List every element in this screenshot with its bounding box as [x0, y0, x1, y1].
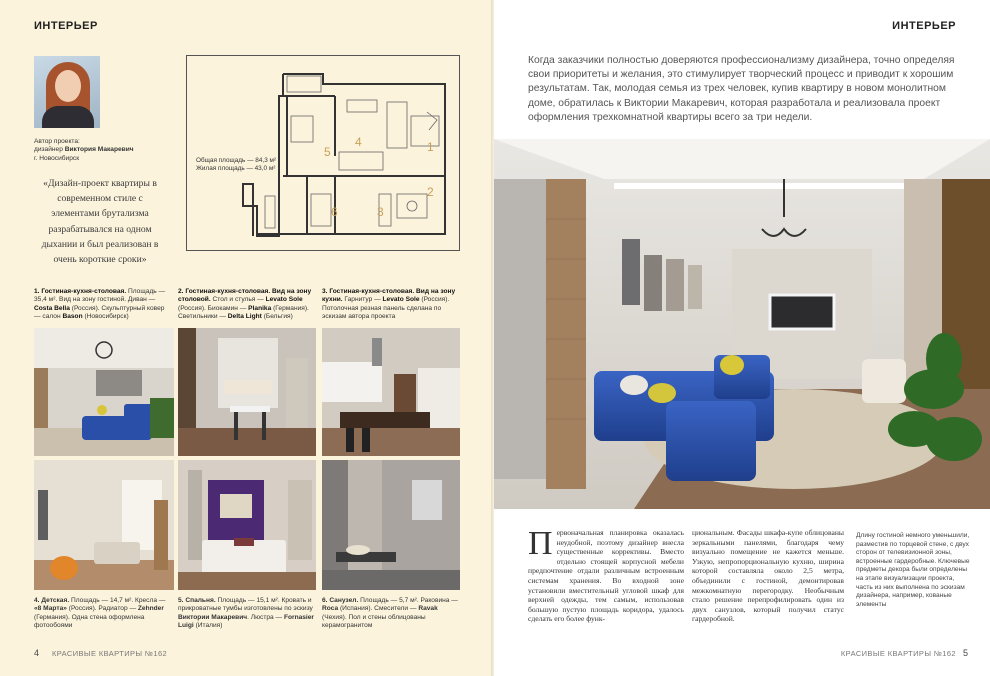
page-number: 4 — [34, 648, 40, 658]
photo-kitchen — [322, 328, 460, 456]
section-title: ИНТЕРЬЕР — [892, 20, 956, 32]
caption-1: 1. Гостиная-кухня-столовая. Площадь — 35,4 м². Вид на зону гостиной. Диван — Costa Bella (Россия). Скульптурный ковер — салон Bason (Новосибирск) — [34, 288, 166, 321]
living-area: Жилая площадь — 43,0 м² — [196, 165, 276, 172]
right-page — [494, 0, 990, 676]
room-number-4: 4 — [355, 135, 362, 149]
body-column-2: циональным. Фасады шкафа-купе облицованы зеркальными панелями, благодаря чему визуально помещение не кажется меньше. Узкую, непропорциональную кухню, ширина которой составляла около 2,5 метра, объединили с гостиной, демонтировав межкомнатную перегородку. Необычным стало решение перепрофилировать один из двух санузлов, который получил статус гардеробной. — [692, 528, 844, 624]
hero-photo-living-room — [494, 139, 990, 509]
side-note: Длину гостиной немного уменьшили, разместив по торцевой стене, с двух сторон от телевизионной зоны, встроенные гардеробные. Ключевые предметы декора были определены на этапе визуализации проекта, часть из них выполнена по эскизам дизайнера, например, кованые элементы — [856, 532, 970, 608]
designer-quote: «Дизайн-проект квартиры в современном стиле с элементами брутализма разрабатывался на одном дыхании и был реализован в очень короткие сроки» — [41, 178, 159, 266]
floor-plan — [186, 55, 460, 251]
floor-plan-drawing — [187, 56, 461, 252]
caption-2: 2. Гостиная-кухня-столовая. Вид на зону столовой. Стол и стулья — Levato Sole (Россия). Биокамин — Planika (Германия). Светильники — Delta Light (Бельгия) — [178, 288, 312, 321]
page-number: 5 — [962, 648, 968, 658]
plan-area-info — [196, 157, 276, 173]
author-city: г. Новосибирск — [34, 154, 80, 162]
caption-5: 5. Спальня. Площадь — 15,1 м². Кровать и прикроватные тумбы изготовлены по эскизу Виктории Макаревич. Люстра — Fornasier Luigi (Италия) — [178, 597, 315, 630]
photo-bedroom — [178, 460, 316, 590]
caption-4: 4. Детская. Площадь — 14,7 м². Кресла — «8 Марта» (Россия). Радиатор — Zehnder (Германия). Одна стена оформлена фотообоями — [34, 597, 166, 630]
photo-living-room — [34, 328, 174, 456]
author-name: Виктория Макаревич — [64, 146, 134, 154]
left-page — [0, 0, 494, 676]
intro-text: Когда заказчики полностью доверяются профессионализму дизайнера, точно определяя свои приоритеты и желания, это стимулирует творческий процесс и приводит к хорошим результатам. Так, молодая семья из трех человек, купив квартиру в новом монолитном доме, обратилась к Виктории Макаревич, которая разработала и реализовала проект оформления трехкомнатной квартиры всего за три недели. — [528, 55, 955, 123]
author-photo — [34, 56, 100, 128]
photo-bathroom — [322, 460, 460, 590]
drop-cap: П — [528, 525, 553, 562]
room-number-1: 1 — [427, 140, 434, 154]
magazine-name: КРАСИВЫЕ КВАРТИРЫ №162 — [52, 649, 168, 658]
magazine-name: КРАСИВЫЕ КВАРТИРЫ №162 — [840, 649, 956, 658]
room-number-5: 5 — [324, 145, 331, 159]
caption-3: 3. Гостиная-кухня-столовая. Вид на зону кухни. Гарнитур — Levato Sole (Россия). Потолочная резная панель сделана по эскизам автора проекта — [322, 288, 456, 321]
room-number-3: 3 — [377, 205, 384, 219]
room-number-6: 6 — [331, 205, 338, 219]
body-column-1 — [528, 525, 684, 624]
author-label: Автор проекта: — [34, 138, 80, 145]
body-column-1-text: ервоначальная планировка оказалась неудобной, поэтому дизайнер внесла существенные коррективы. Вместо отдельно стоящей корпусной мебели предпочтение отдали различным встроенным системам хранения. Во входной зоне установили вместительный угловой шкаф для верхней одежды, тем самым, использовав большую пустую площадь коридора, удалось сделать его более функ- — [528, 528, 684, 624]
section-title: ИНТЕРЬЕР — [34, 20, 98, 32]
author-role: дизайнер — [34, 146, 65, 154]
total-area: Общая площадь — 84,3 м² — [196, 157, 277, 164]
caption-6: 6. Санузел. Площадь — 5,7 м². Раковина — Roca (Испания). Смесители — Ravak (Чехия). Пол и стены облицованы керамогранитом — [322, 597, 458, 630]
author-info — [34, 138, 164, 163]
photo-kids-room — [34, 460, 174, 590]
room-number-2: 2 — [427, 185, 434, 199]
photo-dining-zone — [178, 328, 316, 456]
